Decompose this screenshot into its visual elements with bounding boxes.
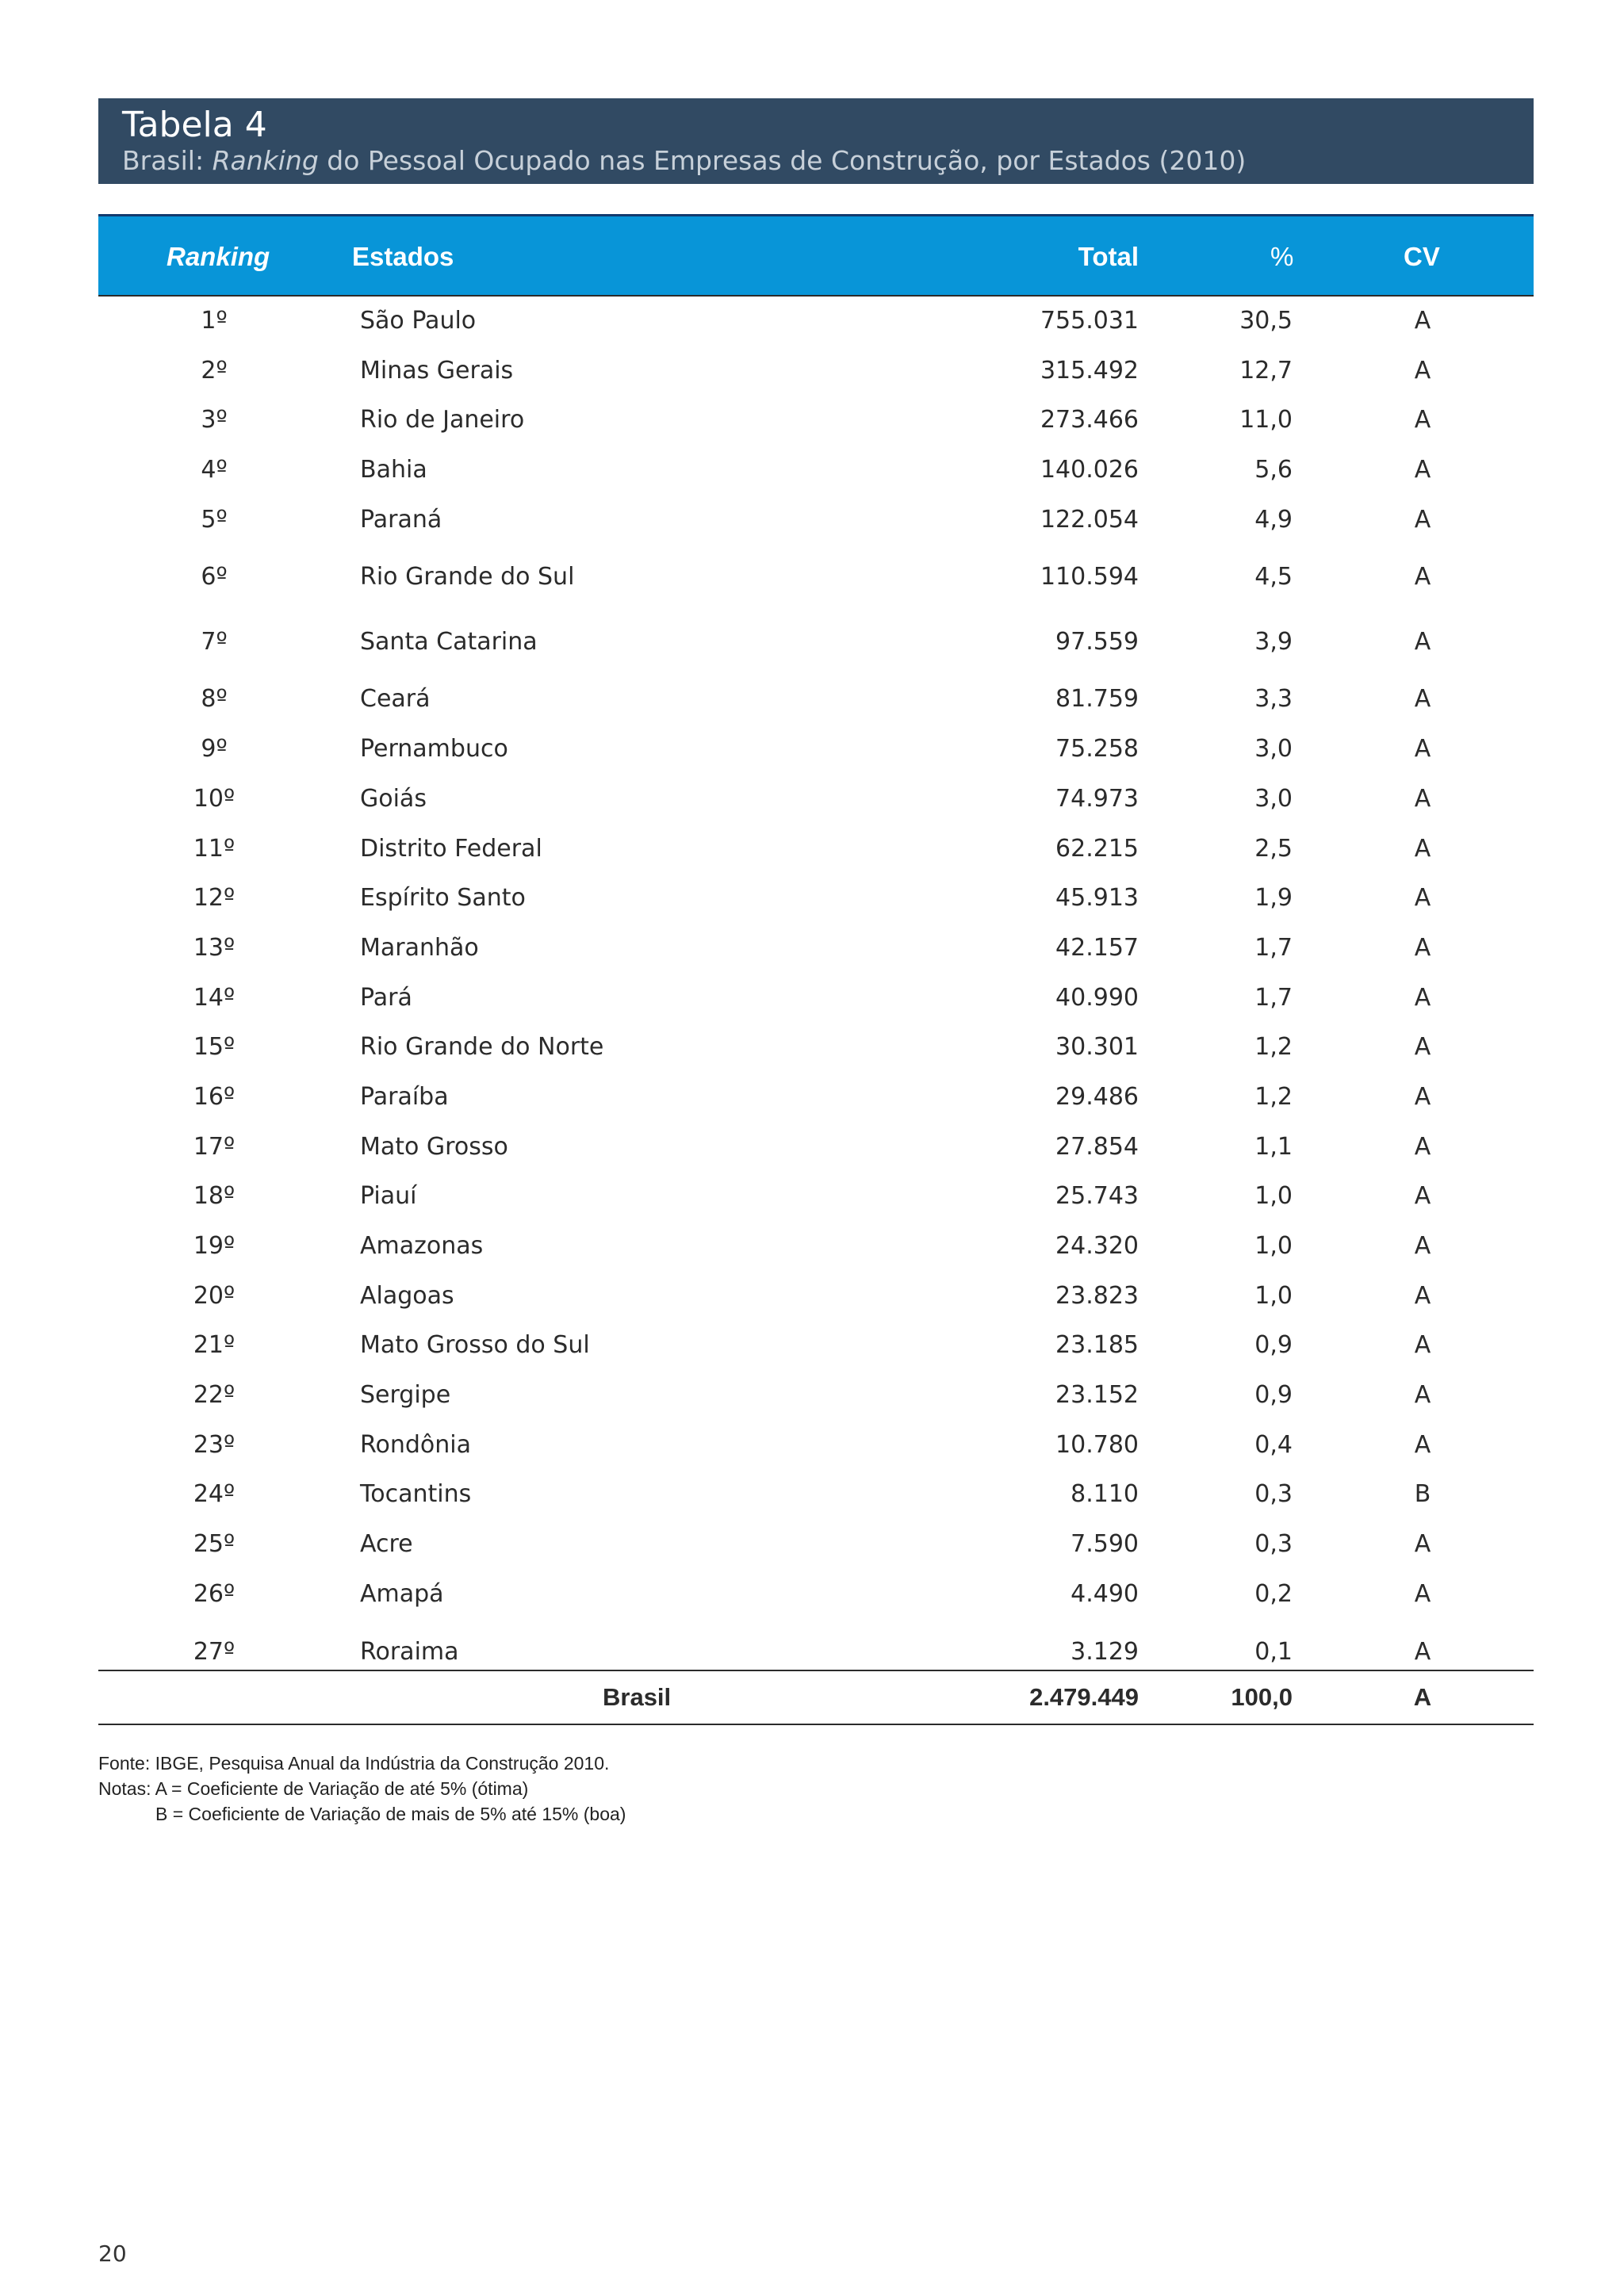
percent-cell: 0,9	[1254, 1331, 1293, 1360]
rank-cell: 27º	[193, 1637, 236, 1666]
table-row	[98, 1570, 1534, 1620]
total-cell: 29.486	[1055, 1082, 1139, 1111]
table-row	[98, 496, 1534, 545]
percent-cell: 11,0	[1239, 406, 1293, 434]
table-row	[98, 1172, 1534, 1222]
table-subtitle	[122, 144, 1510, 177]
total-cell: 97.559	[1055, 628, 1139, 656]
total-cell: 25.743	[1055, 1182, 1139, 1211]
header-total: Total	[1078, 242, 1139, 271]
header-percent: %	[1270, 242, 1294, 271]
total-cell: 3.129	[1071, 1637, 1139, 1666]
total-cell: 10.780	[1055, 1430, 1139, 1459]
header-state: Estados	[352, 242, 454, 271]
percent-cell: 0,3	[1254, 1480, 1293, 1509]
rank-cell: 19º	[193, 1232, 236, 1260]
rank-cell: 9º	[201, 735, 228, 763]
rank-cell: 15º	[193, 1033, 236, 1062]
percent-cell: 2,5	[1254, 834, 1293, 863]
cv-cell: A	[1414, 735, 1431, 763]
percent-cell: 1,0	[1254, 1281, 1293, 1310]
percent-cell: 1,9	[1254, 884, 1293, 913]
rank-cell: 4º	[201, 456, 228, 484]
total-cell: 81.759	[1055, 685, 1139, 714]
source-note: Fonte: IBGE, Pesquisa Anual da Indústria da Construção 2010.	[98, 1753, 610, 1774]
state-cell: Maranhão	[360, 933, 479, 962]
header-cv: CV	[1404, 242, 1440, 271]
rank-cell: 12º	[193, 884, 236, 913]
total-cell: 42.157	[1055, 933, 1139, 962]
total-cell: 74.973	[1055, 784, 1139, 813]
state-cell: Goiás	[360, 784, 427, 813]
table-row	[98, 775, 1534, 825]
total-cell: 23.152	[1055, 1381, 1139, 1410]
rank-cell: 8º	[201, 685, 228, 714]
rank-cell: 21º	[193, 1331, 236, 1360]
state-cell: Amapá	[360, 1579, 444, 1608]
percent-cell: 1,2	[1254, 1033, 1293, 1062]
rank-cell: 18º	[193, 1182, 236, 1211]
rank-cell: 13º	[193, 933, 236, 962]
cv-cell: A	[1414, 1381, 1431, 1410]
cv-cell: A	[1414, 1033, 1431, 1062]
table-row	[98, 825, 1534, 874]
state-cell: Mato Grosso	[360, 1132, 508, 1161]
cv-cell: A	[1414, 933, 1431, 962]
cv-cell: A	[1414, 685, 1431, 714]
percent-cell: 5,6	[1254, 456, 1293, 484]
table-row	[98, 725, 1534, 775]
percent-cell: 3,9	[1254, 628, 1293, 656]
rank-cell: 20º	[193, 1281, 236, 1310]
cv-cell: A	[1414, 456, 1431, 484]
total-value: 2.479.449	[1029, 1683, 1139, 1711]
subtitle-suffix: do Pessoal Ocupado nas Empresas de Construção, por Estados (2010)	[318, 145, 1247, 177]
state-cell: Sergipe	[360, 1381, 451, 1410]
cv-cell: B	[1414, 1480, 1431, 1509]
table-row	[98, 974, 1534, 1024]
table-row	[98, 675, 1534, 725]
state-cell: Pernambuco	[360, 735, 508, 763]
note-a: Notas: A = Coeficiente de Variação de até 5% (ótima)	[98, 1778, 529, 1799]
percent-cell: 0,4	[1254, 1430, 1293, 1459]
percent-cell: 4,9	[1254, 505, 1293, 534]
total-cell: 8.110	[1071, 1480, 1139, 1509]
cv-cell: A	[1414, 406, 1431, 434]
state-cell: Alagoas	[360, 1281, 454, 1310]
table-row	[98, 446, 1534, 496]
table-row	[98, 396, 1534, 446]
cv-cell: A	[1414, 1132, 1431, 1161]
rank-cell: 23º	[193, 1430, 236, 1459]
total-cell: 140.026	[1040, 456, 1139, 484]
total-percent: 100,0	[1231, 1683, 1293, 1711]
rank-cell: 26º	[193, 1579, 236, 1608]
total-cell: 273.466	[1040, 406, 1139, 434]
state-cell: Amazonas	[360, 1232, 484, 1260]
table-row	[98, 1520, 1534, 1570]
cv-cell: A	[1414, 884, 1431, 913]
table-row	[98, 1023, 1534, 1073]
rank-cell: 7º	[201, 628, 228, 656]
cv-cell: A	[1414, 983, 1431, 1012]
state-cell: Pará	[360, 983, 412, 1012]
percent-cell: 30,5	[1239, 307, 1293, 335]
table-row	[98, 1123, 1534, 1173]
rank-cell: 25º	[193, 1530, 236, 1559]
percent-cell: 0,1	[1254, 1637, 1293, 1666]
table-row	[98, 346, 1534, 396]
state-cell: Mato Grosso do Sul	[360, 1331, 590, 1360]
table-row	[98, 610, 1534, 675]
table-row	[98, 1222, 1534, 1272]
subtitle-italic: Ranking	[212, 145, 319, 177]
total-cell: 7.590	[1071, 1530, 1139, 1559]
total-label: Brasil	[603, 1683, 672, 1711]
percent-cell: 4,5	[1254, 563, 1293, 591]
table-title: Tabela 4	[122, 105, 267, 145]
cv-cell: A	[1414, 1579, 1431, 1608]
state-cell: Paraná	[360, 505, 442, 534]
cv-cell: A	[1414, 1430, 1431, 1459]
cv-cell: A	[1414, 563, 1431, 591]
table-row	[98, 1371, 1534, 1421]
total-cell: 62.215	[1055, 834, 1139, 863]
cv-cell: A	[1414, 356, 1431, 385]
rank-cell: 10º	[193, 784, 236, 813]
cv-cell: A	[1414, 1530, 1431, 1559]
total-cell: 30.301	[1055, 1033, 1139, 1062]
table-row	[98, 874, 1534, 924]
percent-cell: 1,0	[1254, 1232, 1293, 1260]
subtitle-prefix: Brasil:	[122, 145, 213, 177]
state-cell: Roraima	[360, 1637, 459, 1666]
state-cell: Rio de Janeiro	[360, 406, 525, 434]
rank-cell: 2º	[201, 356, 228, 385]
table-title-bar	[98, 98, 1534, 184]
table-row	[98, 924, 1534, 974]
page-number: 20	[98, 2241, 127, 2267]
rank-cell: 17º	[193, 1132, 236, 1161]
total-cell: 755.031	[1040, 307, 1139, 335]
cv-cell: A	[1414, 1232, 1431, 1260]
total-cell: 4.490	[1071, 1579, 1139, 1608]
total-cell: 23.823	[1055, 1281, 1139, 1310]
percent-cell: 1,2	[1254, 1082, 1293, 1111]
percent-cell: 0,2	[1254, 1579, 1293, 1608]
percent-cell: 0,9	[1254, 1381, 1293, 1410]
state-cell: Tocantins	[360, 1480, 472, 1509]
state-cell: Acre	[360, 1530, 413, 1559]
cv-cell: A	[1414, 784, 1431, 813]
rank-cell: 11º	[193, 834, 236, 863]
percent-cell: 1,1	[1254, 1132, 1293, 1161]
state-cell: Rio Grande do Sul	[360, 563, 575, 591]
table-row	[98, 1321, 1534, 1371]
state-cell: Rondônia	[360, 1430, 471, 1459]
cv-cell: A	[1414, 1331, 1431, 1360]
cv-cell: A	[1414, 505, 1431, 534]
table-row	[98, 1272, 1534, 1322]
cv-cell: A	[1414, 1182, 1431, 1211]
total-cell: 315.492	[1040, 356, 1139, 385]
cv-cell: A	[1414, 1281, 1431, 1310]
state-cell: Ceará	[360, 685, 431, 714]
state-cell: São Paulo	[360, 307, 477, 335]
rank-cell: 5º	[201, 505, 228, 534]
percent-cell: 12,7	[1239, 356, 1293, 385]
total-cv: A	[1413, 1683, 1432, 1711]
total-cell: 27.854	[1055, 1132, 1139, 1161]
note-b: B = Coeficiente de Variação de mais de 5% até 15% (boa)	[155, 1804, 626, 1824]
state-cell: Piauí	[360, 1182, 417, 1211]
cv-cell: A	[1414, 307, 1431, 335]
cv-cell: A	[1414, 834, 1431, 863]
header-ranking: Ranking	[167, 242, 270, 271]
state-cell: Santa Catarina	[360, 628, 538, 656]
state-cell: Distrito Federal	[360, 834, 542, 863]
total-cell: 75.258	[1055, 735, 1139, 763]
rank-cell: 6º	[201, 563, 228, 591]
table-row	[98, 297, 1534, 346]
rank-cell: 24º	[193, 1480, 236, 1509]
percent-cell: 3,3	[1254, 685, 1293, 714]
table-header	[98, 214, 1534, 297]
percent-cell: 0,3	[1254, 1530, 1293, 1559]
percent-cell: 1,7	[1254, 933, 1293, 962]
total-row	[98, 1670, 1534, 1725]
notes	[98, 1751, 626, 1827]
percent-cell: 1,7	[1254, 983, 1293, 1012]
percent-cell: 3,0	[1254, 784, 1293, 813]
table-body	[98, 297, 1534, 1685]
rank-cell: 16º	[193, 1082, 236, 1111]
rank-cell: 1º	[201, 307, 228, 335]
table-row	[98, 1073, 1534, 1123]
percent-cell: 3,0	[1254, 735, 1293, 763]
total-cell: 110.594	[1040, 563, 1139, 591]
total-cell: 45.913	[1055, 884, 1139, 913]
percent-cell: 1,0	[1254, 1182, 1293, 1211]
state-cell: Rio Grande do Norte	[360, 1033, 604, 1062]
state-cell: Paraíba	[360, 1082, 449, 1111]
cv-cell: A	[1414, 628, 1431, 656]
table-row	[98, 545, 1534, 610]
rank-cell: 3º	[201, 406, 228, 434]
total-cell: 40.990	[1055, 983, 1139, 1012]
state-cell: Espírito Santo	[360, 884, 526, 913]
rank-cell: 14º	[193, 983, 236, 1012]
table-row	[98, 1470, 1534, 1520]
total-cell: 23.185	[1055, 1331, 1139, 1360]
table-row	[98, 1421, 1534, 1471]
cv-cell: A	[1414, 1082, 1431, 1111]
state-cell: Minas Gerais	[360, 356, 514, 385]
state-cell: Bahia	[360, 456, 427, 484]
total-cell: 24.320	[1055, 1232, 1139, 1260]
cv-cell: A	[1414, 1637, 1431, 1666]
rank-cell: 22º	[193, 1381, 236, 1410]
total-cell: 122.054	[1040, 505, 1139, 534]
